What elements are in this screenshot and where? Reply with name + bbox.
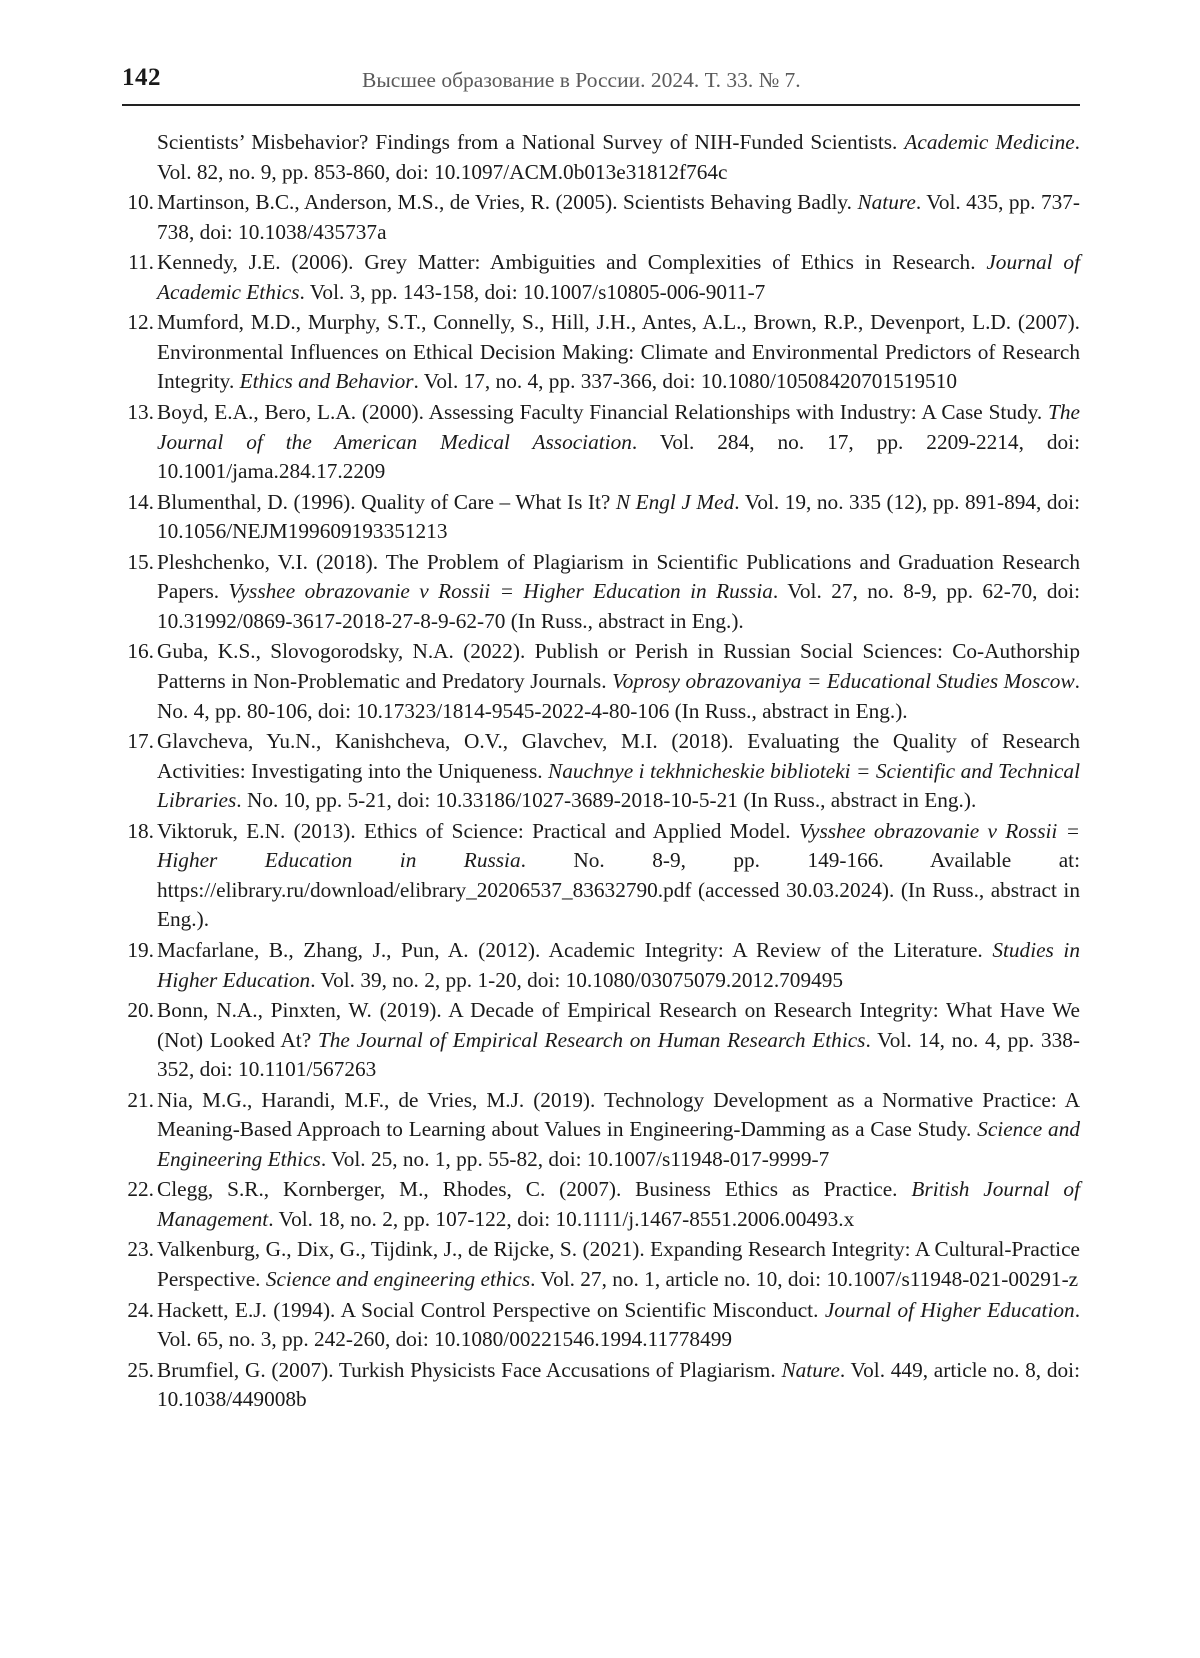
reference-details: . Vol. 17, no. 4, pp. 337-366, doi: 10.1080/10508420701519510 [413, 369, 957, 394]
reference-number: 25. [127, 1357, 154, 1382]
page-header [122, 60, 1080, 106]
reference-text: Guba, K.S., Slovogorodsky, N.A. (2022). Publish or Perish in Russian Social Sciences: Co-Authorship Patterns in Non-Problematic and Predatory Journals. [157, 639, 1080, 693]
reference-number: 21. [127, 1087, 154, 1112]
reference-item [122, 188, 1080, 247]
reference-item [122, 308, 1080, 397]
reference-details: . Vol. 39, no. 2, pp. 1-20, doi: 10.1080/03075079.2012.709495 [310, 967, 844, 992]
reference-journal: Science and engineering ethics [265, 1267, 531, 1292]
reference-item [122, 1296, 1080, 1355]
reference-journal: Nature [857, 190, 916, 215]
reference-details: . No. 8-9, pp. 149-166. Available at: https://elibrary.ru/download/elibrary_20206537_83632790.pdf (accessed 30.03.2024). (In Russ., abstract in Eng.). [157, 848, 1080, 932]
reference-journal: British Journal of Management [157, 1177, 1080, 1231]
reference-item [122, 128, 1080, 187]
reference-number: 17. [127, 729, 154, 753]
reference-text: Valkenburg, G., Dix, G., Tijdink, J., de Rijcke, S. (2021). Expanding Research Integrity: A Cultural-Practice Perspective. [157, 1237, 1080, 1292]
reference-text: Macfarlane, B., Zhang, J., Pun, A. (2012). Academic Integrity: A Review of the Literature. [157, 937, 993, 962]
reference-number: 19. [127, 937, 154, 962]
reference-journal: Vysshee obrazovanie v Rossii = Higher Education in Russia [228, 579, 773, 604]
reference-number: 22. [127, 1177, 154, 1202]
reference-number: 18. [127, 818, 154, 843]
reference-text: Bonn, N.A., Pinxten, W. (2019). A Decade of Empirical Research on Research Integrity: What Have We (Not) Looked At? [157, 998, 1080, 1052]
reference-text: Hackett, E.J. (1994). A Social Control Perspective on Scientific Misconduct. [157, 1297, 825, 1322]
reference-item [122, 488, 1080, 547]
reference-journal: Academic Medicine [904, 130, 1075, 154]
reference-journal: Voprosy obrazovaniya = Educational Studies Moscow [612, 668, 1075, 693]
reference-text: Boyd, E.A., Bero, L.A. (2000). Assessing Faculty Financial Relationships with Industry: A Case Study. [157, 399, 1049, 424]
reference-details: . Vol. 435, pp. 737-738, doi: 10.1038/435737a [157, 190, 1080, 244]
reference-details: . Vol. 27, no. 1, article no. 10, doi: 10.1007/s11948-021-00291-z [530, 1267, 1079, 1292]
reference-list [122, 128, 1080, 1416]
reference-number: 13. [127, 399, 154, 424]
reference-item [122, 936, 1080, 995]
reference-journal: The Journal of Empirical Research on Human Research Ethics [317, 1027, 866, 1052]
reference-item [122, 548, 1080, 637]
reference-journal: Nature [781, 1357, 840, 1382]
reference-details: . Vol. 65, no. 3, pp. 242-260, doi: 10.1080/00221546.1994.11778499 [157, 1297, 1081, 1352]
reference-journal: Vysshee obrazovanie v Rossii = Higher Education in Russia [157, 818, 1081, 873]
reference-journal: Nauchnye i tekhnicheskie biblioteki = Scientific and Technical Libraries [157, 758, 1080, 813]
reference-details: . Vol. 18, no. 2, pp. 107-122, doi: 10.1111/j.1467-8551.2006.00493.x [268, 1206, 855, 1231]
reference-item [122, 1235, 1080, 1294]
reference-text: Glavcheva, Yu.N., Kanishcheva, O.V., Glavchev, M.I. (2018). Evaluating the Quality of Research Activities: Investigating into the Uniqueness. [157, 729, 1080, 783]
reference-journal: Journal of Higher Education [824, 1297, 1075, 1322]
reference-number: 20. [127, 998, 154, 1023]
reference-number: 15. [127, 549, 154, 574]
reference-text: Viktoruk, E.N. (2013). Ethics of Science: Practical and Applied Model. [157, 818, 799, 843]
reference-text: Blumenthal, D. (1996). Quality of Care – What Is It? [157, 489, 616, 514]
reference-details: . No. 10, pp. 5-21, doi: 10.33186/1027-3689-2018-10-5-21 (In Russ., abstract in Eng.). [236, 788, 977, 813]
reference-number: 14. [127, 489, 154, 514]
reference-number: 12. [127, 310, 154, 335]
reference-item [122, 398, 1080, 487]
reference-number: 11. [128, 250, 154, 275]
reference-details: . Vol. 3, pp. 143-158, doi: 10.1007/s10805-006-9011-7 [299, 279, 766, 304]
reference-item [122, 817, 1080, 935]
reference-text: Mumford, M.D., Murphy, S.T., Connelly, S., Hill, J.H., Antes, A.L., Brown, R.P., Devenport, L.D. (2007). Environmental Influences on Ethical Decision Making: Climate and Environmental Predictors of Research Integrity. [157, 310, 1080, 394]
page-number: 142 [122, 64, 161, 91]
reference-details: . Vol. 19, no. 335 (12), pp. 891-894, doi: 10.1056/NEJM199609193351213 [157, 489, 1080, 544]
reference-text: Scientists’ Misbehavior? Findings from a National Survey of NIH-Funded Scientists. [157, 130, 905, 154]
running-title: Высшее образование в России. 2024. Т. 33. № 7. [362, 68, 801, 92]
reference-details: . Vol. 449, article no. 8, doi: 10.1038/449008b [157, 1357, 1081, 1412]
reference-details: . Vol. 14, no. 4, pp. 338-352, doi: 10.1101/567263 [157, 1027, 1080, 1082]
reference-item [122, 1175, 1080, 1234]
reference-details: . No. 4, pp. 80-106, doi: 10.17323/1814-9545-2022-4-80-106 (In Russ., abstract in Eng.). [157, 668, 1080, 723]
reference-item [122, 1356, 1080, 1415]
reference-text: Martinson, B.C., Anderson, M.S., de Vries, R. (2005). Scientists Behaving Badly. [157, 190, 858, 215]
reference-item [122, 1086, 1080, 1175]
reference-item [122, 637, 1080, 726]
reference-details: . Vol. 284, no. 17, pp. 2209-2214, doi: 10.1001/jama.284.17.2209 [157, 429, 1080, 484]
reference-text: Nia, M.G., Harandi, M.F., de Vries, M.J. (2019). Technology Development as a Normative Practice: A Meaning-Based Approach to Learning about Values in Engineering-Damming as a Case Study. [157, 1087, 1080, 1142]
reference-journal: The Journal of the American Medical Association [157, 399, 1080, 454]
reference-text: Brumfiel, G. (2007). Turkish Physicists Face Accusations of Plagiarism. [157, 1357, 782, 1382]
reference-journal: Studies in Higher Education [157, 937, 1080, 992]
reference-journal: N Engl J Med [615, 489, 735, 514]
reference-journal: Ethics and Behavior [239, 369, 414, 394]
reference-details: . Vol. 82, no. 9, pp. 853-860, doi: 10.1097/ACM.0b013e31812f764c [157, 130, 1080, 184]
reference-number: 23. [127, 1237, 154, 1262]
reference-text: Kennedy, J.E. (2006). Grey Matter: Ambiguities and Complexities of Ethics in Research. [157, 250, 987, 275]
reference-text: Pleshchenko, V.I. (2018). The Problem of Plagiarism in Scientific Publications and Graduation Research Papers. [157, 549, 1080, 604]
reference-number: 24. [127, 1297, 154, 1322]
reference-details: . Vol. 27, no. 8-9, pp. 62-70, doi: 10.31992/0869-3617-2018-27-8-9-62-70 (In Russ., abstract in Eng.). [157, 579, 1080, 633]
reference-journal: Science and Engineering Ethics [157, 1117, 1080, 1171]
reference-text: Clegg, S.R., Kornberger, M., Rhodes, C. (2007). Business Ethics as Practice. [157, 1177, 912, 1202]
reference-number: 16. [127, 639, 154, 664]
reference-item [122, 248, 1080, 307]
reference-journal: Journal of Academic Ethics [157, 250, 1080, 304]
reference-details: . Vol. 25, no. 1, pp. 55-82, doi: 10.1007/s11948-017-9999-7 [320, 1146, 830, 1171]
reference-item [122, 996, 1080, 1085]
reference-number: 10. [127, 190, 154, 215]
reference-item [122, 727, 1080, 816]
